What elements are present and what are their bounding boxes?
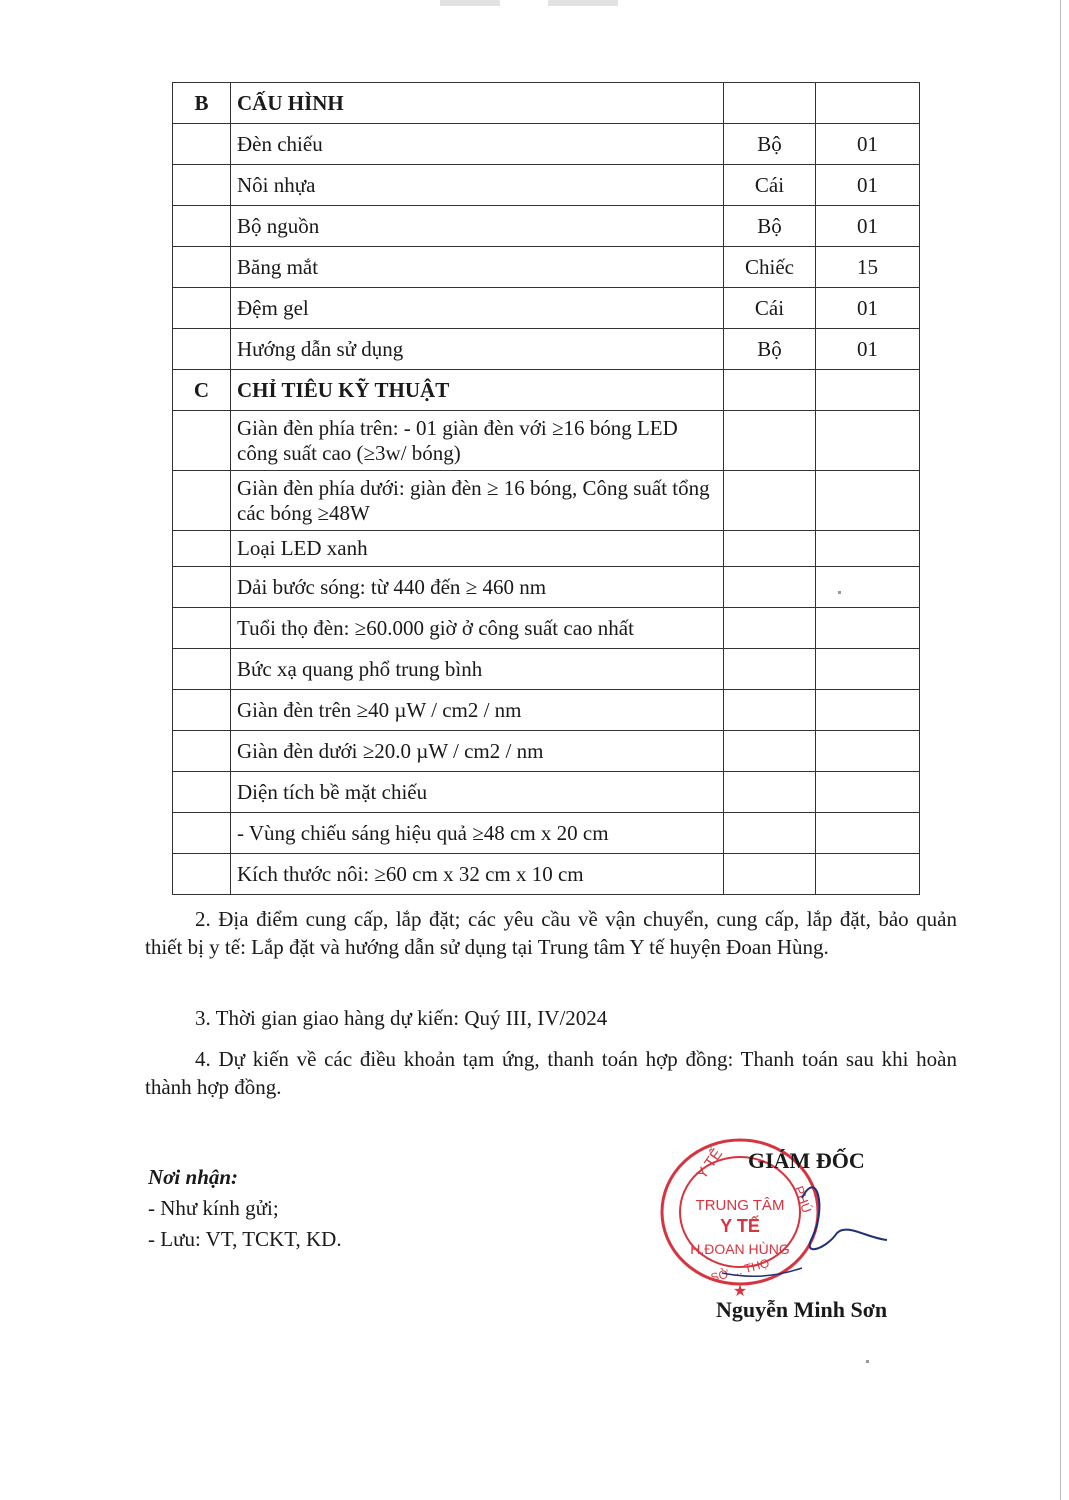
row-name-cell: Giàn đèn trên ≥40 µW / cm2 / nm	[231, 690, 724, 731]
row-name-cell: - Vùng chiếu sáng hiệu quả ≥48 cm x 20 cm	[231, 813, 724, 854]
row-qty-cell: 01	[816, 165, 920, 206]
row-qty-cell	[816, 531, 920, 567]
row-code-cell	[173, 772, 231, 813]
stamp-ring-text: Y TẾ	[693, 1145, 727, 1183]
row-name-cell: Giàn đèn phía trên: - 01 giàn đèn với ≥16 bóng LED công suất cao (≥3w/ bóng)	[231, 411, 724, 471]
row-qty-cell	[816, 772, 920, 813]
row-qty-cell	[816, 608, 920, 649]
row-code-cell	[173, 329, 231, 370]
paragraph-payment-terms: 4. Dự kiến về các điều khoản tạm ứng, thanh toán hợp đồng: Thanh toán sau khi hoàn thành hợp đồng.	[145, 1047, 957, 1099]
row-qty-cell	[816, 567, 920, 608]
table-row	[173, 206, 920, 247]
row-code-cell: B	[173, 83, 231, 124]
row-unit-cell	[724, 531, 816, 567]
paragraph-delivery-time: 3. Thời gian giao hàng dự kiến: Quý III, IV/2024	[195, 1006, 608, 1030]
row-qty-cell	[816, 471, 920, 531]
row-name-cell: Dải bước sóng: từ 440 đến ≥ 460 nm	[231, 567, 724, 608]
recipients-block	[148, 1162, 342, 1255]
paragraph-delivery-location: 2. Địa điểm cung cấp, lắp đặt; các yêu cầu về vận chuyển, cung cấp, lắp đặt, bảo quản thiết bị y tế: Lắp đặt và hướng dẫn sử dụng tại Trung tâm Y tế huyện Đoan Hùng.	[145, 907, 957, 959]
row-unit-cell	[724, 83, 816, 124]
row-qty-cell	[816, 690, 920, 731]
row-name-cell: CẤU HÌNH	[231, 83, 724, 124]
row-unit-cell	[724, 731, 816, 772]
row-qty-cell: 01	[816, 124, 920, 165]
row-unit-cell: Cái	[724, 165, 816, 206]
row-code-cell	[173, 690, 231, 731]
row-unit-cell	[724, 772, 816, 813]
row-unit-cell	[724, 411, 816, 471]
row-code-cell: C	[173, 370, 231, 411]
row-name-cell: Băng mắt	[231, 247, 724, 288]
spec-table-body	[173, 83, 920, 895]
row-qty-cell	[816, 854, 920, 895]
row-qty-cell: 01	[816, 288, 920, 329]
row-name-cell: Loại LED xanh	[231, 531, 724, 567]
row-unit-cell	[724, 854, 816, 895]
row-code-cell	[173, 247, 231, 288]
row-qty-cell	[816, 83, 920, 124]
row-unit-cell	[724, 471, 816, 531]
row-name-cell: Diện tích bề mặt chiếu	[231, 772, 724, 813]
stamp-ring-text: SỞ ... THỌ	[709, 1255, 771, 1285]
scan-artifact	[838, 591, 841, 594]
page-edge	[1060, 0, 1061, 1500]
row-code-cell	[173, 854, 231, 895]
row-unit-cell	[724, 608, 816, 649]
row-name-cell: Tuổi thọ đèn: ≥60.000 giờ ở công suất cao nhất	[231, 608, 724, 649]
row-qty-cell	[816, 813, 920, 854]
table-row	[173, 813, 920, 854]
stamp-text-line3: H.ĐOAN HÙNG	[690, 1241, 790, 1257]
recipient-line: - Như kính gửi;	[148, 1196, 279, 1220]
row-unit-cell: Chiếc	[724, 247, 816, 288]
row-name-cell: Hướng dẫn sử dụng	[231, 329, 724, 370]
recipient-line: - Lưu: VT, TCKT, KD.	[148, 1227, 342, 1251]
table-row	[173, 690, 920, 731]
row-code-cell	[173, 124, 231, 165]
table-row	[173, 329, 920, 370]
scan-artifact	[440, 0, 500, 6]
row-name-cell: Giàn đèn phía dưới: giàn đèn ≥ 16 bóng, Công suất tổng các bóng ≥48W	[231, 471, 724, 531]
row-unit-cell	[724, 813, 816, 854]
row-code-cell	[173, 206, 231, 247]
row-qty-cell	[816, 731, 920, 772]
row-name-cell: Bức xạ quang phổ trung bình	[231, 649, 724, 690]
row-name-cell: Bộ nguồn	[231, 206, 724, 247]
row-name-cell: Giàn đèn dưới ≥20.0 µW / cm2 / nm	[231, 731, 724, 772]
scan-artifact	[866, 1360, 869, 1363]
row-code-cell	[173, 471, 231, 531]
row-code-cell	[173, 411, 231, 471]
table-row	[173, 531, 920, 567]
table-row	[173, 608, 920, 649]
row-code-cell	[173, 608, 231, 649]
table-row	[173, 649, 920, 690]
row-unit-cell: Cái	[724, 288, 816, 329]
table-row	[173, 471, 920, 531]
table-row	[173, 772, 920, 813]
table-row	[173, 247, 920, 288]
row-code-cell	[173, 731, 231, 772]
row-code-cell	[173, 813, 231, 854]
scan-artifact	[548, 0, 618, 6]
row-code-cell	[173, 165, 231, 206]
row-qty-cell: 15	[816, 247, 920, 288]
table-row	[173, 288, 920, 329]
table-row	[173, 731, 920, 772]
table-row	[173, 411, 920, 471]
row-qty-cell: 01	[816, 329, 920, 370]
row-code-cell	[173, 649, 231, 690]
row-unit-cell: Bộ	[724, 329, 816, 370]
row-qty-cell	[816, 649, 920, 690]
signature-title: GIÁM ĐỐC	[748, 1148, 865, 1173]
row-name-cell: Đèn chiếu	[231, 124, 724, 165]
row-unit-cell	[724, 567, 816, 608]
stamp-ring-text: PHÚ	[791, 1183, 815, 1215]
table-section-row	[173, 370, 920, 411]
stamp-star-icon: ★	[732, 1283, 748, 1300]
row-qty-cell: 01	[816, 206, 920, 247]
table-row	[173, 567, 920, 608]
row-code-cell	[173, 567, 231, 608]
signature-scribble	[802, 1187, 887, 1249]
stamp-text-line2: Y TẾ	[720, 1216, 760, 1236]
row-name-cell: Đệm gel	[231, 288, 724, 329]
table-section-row	[173, 83, 920, 124]
spec-table	[172, 82, 920, 895]
signer-name: Nguyễn Minh Sơn	[716, 1297, 888, 1322]
row-unit-cell	[724, 690, 816, 731]
row-unit-cell: Bộ	[724, 124, 816, 165]
table-row	[173, 165, 920, 206]
row-name-cell: Kích thước nôi: ≥60 cm x 32 cm x 10 cm	[231, 854, 724, 895]
row-qty-cell	[816, 370, 920, 411]
row-unit-cell	[724, 370, 816, 411]
row-unit-cell: Bộ	[724, 206, 816, 247]
row-code-cell	[173, 531, 231, 567]
table-row	[173, 854, 920, 895]
recipients-title: Nơi nhận:	[148, 1165, 239, 1189]
table-row	[173, 124, 920, 165]
row-name-cell: CHỈ TIÊU KỸ THUẬT	[231, 370, 724, 411]
stamp-text-line1: TRUNG TÂM	[695, 1197, 785, 1214]
row-name-cell: Nôi nhựa	[231, 165, 724, 206]
row-qty-cell	[816, 411, 920, 471]
row-code-cell	[173, 288, 231, 329]
row-unit-cell	[724, 649, 816, 690]
